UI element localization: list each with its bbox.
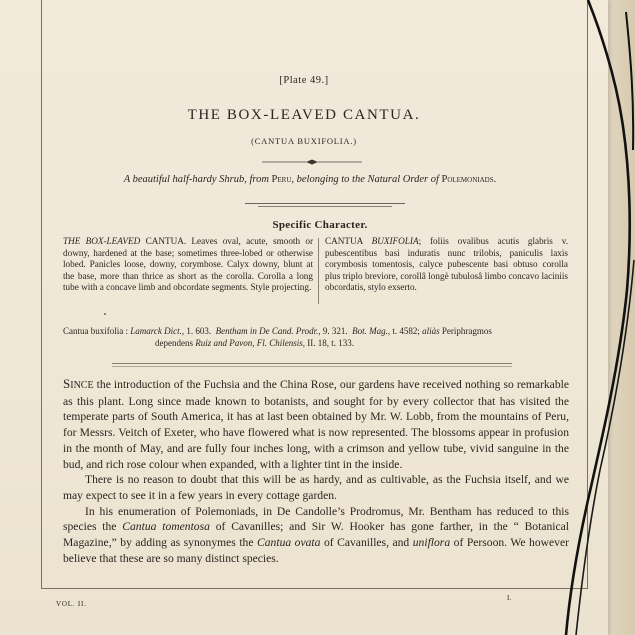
plant-description: [0, 174, 620, 185]
page-title: THE BOX-LEAVED CANTUA.: [187, 107, 421, 123]
english-character-head: THE BOX-LEAVED: [63, 236, 141, 246]
specific-character-heading: Specific Character.: [272, 219, 368, 231]
english-character-head-genus: CANTUA.: [145, 236, 187, 246]
p3-cantua-ovata: Cantua ovata: [257, 536, 321, 550]
body-text: [63, 376, 569, 566]
initial-word: INCE: [70, 380, 94, 391]
section-rule-inner: [258, 206, 392, 207]
latin-character-head-species: BUXIFOLIA: [371, 236, 419, 246]
p3-text-c: of Cavanilles; and Sir W. Hooker has gone farther, in the “ Botanical Magazine,” by adding as synonymes the: [63, 520, 569, 550]
description-place: Peru: [271, 174, 292, 185]
plate-number: [Plate 49.]: [279, 75, 329, 86]
latin-character-column: [325, 236, 568, 294]
references: [63, 325, 583, 349]
english-character-column: [63, 236, 313, 294]
ref-ruiz-pavon-page: II. 18, t. 133.: [307, 338, 354, 348]
ref-line-2: [63, 337, 583, 349]
signature-mark: I.: [507, 594, 512, 602]
initial-capital: S: [63, 376, 71, 391]
ref-botmag-plate: t. 4582;: [392, 326, 420, 336]
title-ornament-rule: [262, 158, 362, 166]
description-order: Polemoniads.: [441, 174, 497, 185]
body-rule-inner: [112, 366, 512, 367]
ref-ruiz-pavon: Ruiz and Pavon, Fl. Chilensis,: [195, 338, 305, 348]
body-rule: [112, 363, 512, 364]
ref-alias: aliàs: [422, 326, 440, 336]
paragraph-1-text: the introduction of the Fuchsia and the China Rose, our gardens have received nothing so remarkable as this plant. Long since made known to botanists, and sought for by every collector that has visited the temperate parts of South America, it has at last been obtained by Mr. W. Lobb, from the mountains of Peru, for Messrs. Veitch of Exeter, who have flowered what is now represented. The blossoms appear in profusion in the month of May, and are fully four inches long, with a crimson and yellow tube, vivid sanguine in the bud, and rich rose colour when expanded, with a lighter tint in the inside.: [63, 378, 569, 471]
latin-character-text: ; foliis ovalibus acutis glabris v. pubescentibus basi induratis nunc trilobis, paniculis laxis corymbosis tomentosis, calyce pubescente basi obtuso corolla plus triplo breviore, corollâ longè tubulosâ limbo concavo laciniis obcordatis, stylo exserto.: [325, 236, 568, 293]
latin-subtitle: (CANTUA BUXIFOLIA.): [251, 136, 357, 146]
ref-botmag: Bot. Mag.,: [352, 326, 391, 336]
section-rule: [245, 203, 405, 204]
paragraph-2: There is no reason to doubt that this will be as hardy, and as cultivable, as the Fuchsia itself, and we may expect to see it in a few years in every cottage garden.: [63, 473, 569, 502]
p3-text-e: of Cavanilles, and: [320, 536, 413, 550]
p3-text-a: In his enumeration of Polemoniads, in De Candolle’s Prodromus, Mr. Bentham has reduced to this species the: [63, 504, 569, 534]
latin-character-head-genus: CANTUA: [325, 236, 363, 246]
p3-text-g: of Persoon. We however believe that these are so many distinct species.: [63, 536, 569, 565]
ink-dot: [104, 313, 106, 315]
english-character-text: Leaves oval, acute, smooth or downy, hardened at the base; sometimes three-lobed or otherwise lobed. Panicles loose, downy, corymbose. Calyx downy, blunt at the base, more than thrice as short as the corolla. Corolla a long tube with a concave limb and obcordate segments. Style projecting.: [63, 236, 314, 293]
column-divider: [318, 238, 319, 304]
paragraph-3: [63, 504, 569, 567]
paragraph-1: [63, 376, 569, 472]
ref-bentham: Bentham in De Cand. Prodr.,: [215, 326, 321, 336]
ref-lamarck: Lamarck Dict.,: [130, 326, 185, 336]
ref-periphragmos: Periphragmos: [441, 326, 492, 336]
ref-bentham-page: 9. 321.: [322, 326, 348, 336]
description-text-1: A beautiful half-hardy Shrub, from: [123, 174, 269, 185]
ref-dependens: dependens: [155, 338, 193, 348]
description-text-2: , belonging to the Natural Order of: [291, 174, 439, 185]
volume-label: VOL. II.: [56, 600, 87, 608]
p3-uniflora: uniflora: [412, 536, 451, 550]
ref-species: Cantua buxifolia :: [63, 326, 128, 336]
ref-lamarck-page: 1. 603.: [186, 326, 212, 336]
p3-cantua-tomentosa: Cantua tomentosa: [122, 520, 210, 534]
